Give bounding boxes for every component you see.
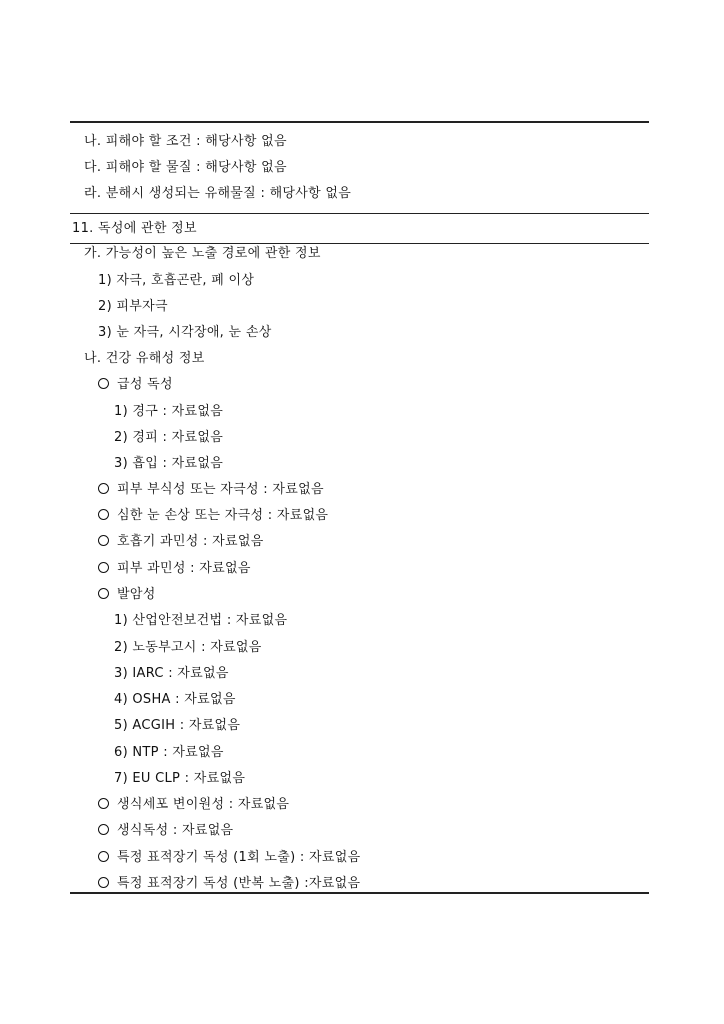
list-item: 3) IARC : 자료없음 bbox=[114, 666, 229, 681]
list-item: 나. 피해야 할 조건 : 해당사항 없음 bbox=[84, 134, 287, 149]
circle-bullet-icon bbox=[98, 483, 109, 494]
hazard-row: 특정 표적장기 독성 (반복 노출) :자료없음 bbox=[98, 875, 360, 893]
list-item: 2) 노동부고시 : 자료없음 bbox=[114, 640, 262, 655]
list-item: 2) 경피 : 자료없음 bbox=[114, 430, 224, 445]
section-heading: 11. 독성에 관한 정보 bbox=[72, 221, 197, 236]
list-item: 3) 흡입 : 자료없음 bbox=[114, 456, 224, 471]
circle-bullet-icon bbox=[98, 562, 109, 573]
list-item: 라. 분해시 생성되는 유해물질 : 해당사항 없음 bbox=[84, 186, 352, 201]
hazard-row: 호흡기 과민성 : 자료없음 bbox=[98, 533, 264, 551]
hazard-row: 생식세포 변이원성 : 자료없음 bbox=[98, 796, 289, 814]
top-rule bbox=[70, 121, 649, 123]
section-divider-bottom bbox=[70, 243, 649, 244]
circle-bullet-icon bbox=[98, 877, 109, 888]
hazard-row: 급성 독성 bbox=[98, 376, 173, 394]
circle-bullet-icon bbox=[98, 824, 109, 835]
subsection-heading: 가. 가능성이 높은 노출 경로에 관한 정보 bbox=[84, 246, 321, 261]
circle-bullet-icon bbox=[98, 535, 109, 546]
section-divider-top bbox=[70, 213, 649, 214]
list-item: 1) 자극, 호흡곤란, 폐 이상 bbox=[98, 273, 255, 288]
hazard-row: 심한 눈 손상 또는 자극성 : 자료없음 bbox=[98, 507, 328, 525]
list-item: 5) ACGIH : 자료없음 bbox=[114, 718, 241, 733]
list-item: 2) 피부자극 bbox=[98, 299, 168, 314]
list-item: 6) NTP : 자료없음 bbox=[114, 745, 224, 760]
circle-bullet-icon bbox=[98, 378, 109, 389]
hazard-row: 생식독성 : 자료없음 bbox=[98, 822, 233, 840]
circle-bullet-icon bbox=[98, 588, 109, 599]
circle-bullet-icon bbox=[98, 851, 109, 862]
circle-bullet-icon bbox=[98, 798, 109, 809]
list-item: 7) EU CLP : 자료없음 bbox=[114, 771, 246, 786]
hazard-row: 특정 표적장기 독성 (1회 노출) : 자료없음 bbox=[98, 849, 360, 867]
list-item: 4) OSHA : 자료없음 bbox=[114, 692, 236, 707]
hazard-row: 피부 과민성 : 자료없음 bbox=[98, 560, 251, 578]
list-item: 3) 눈 자극, 시각장애, 눈 손상 bbox=[98, 325, 272, 340]
hazard-row: 발암성 bbox=[98, 586, 156, 604]
list-item: 1) 산업안전보건법 : 자료없음 bbox=[114, 613, 288, 628]
hazard-row: 피부 부식성 또는 자극성 : 자료없음 bbox=[98, 481, 324, 499]
subsection-heading: 나. 건강 유해성 정보 bbox=[84, 351, 205, 366]
list-item: 1) 경구 : 자료없음 bbox=[114, 404, 224, 419]
circle-bullet-icon bbox=[98, 509, 109, 520]
list-item: 다. 피해야 할 물질 : 해당사항 없음 bbox=[84, 160, 287, 175]
